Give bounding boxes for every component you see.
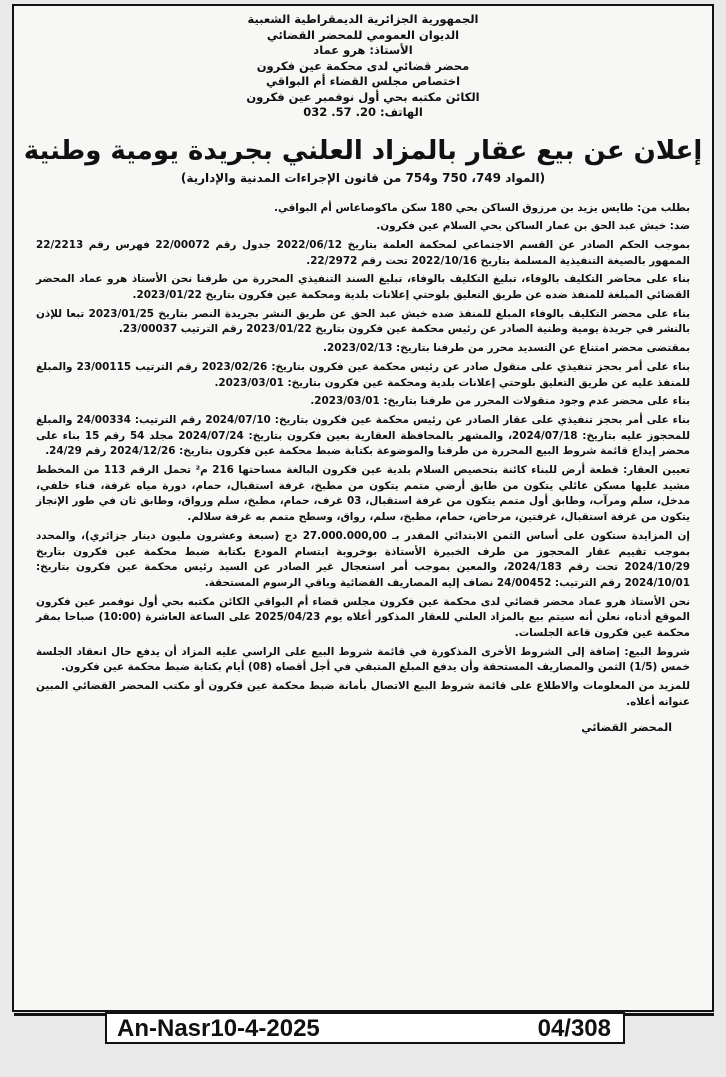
letterhead-line: اختصاص مجلس القضاء أم البواقي (265, 74, 461, 88)
auction-date-paragraph: نحن الأستاذ هرو عماد محضر قضائي لدى محكمة عين فكرون مجلس قضاء أم البواقي الكائن مكتبه بحي أول نوفمبر عين فكرون الموقع أدناه، نعلن أنه سيتم بيع بالمزاد العلني للعقار المذكور أعلاه يوم 2025/04/23 على الساعة العاشرة (10:00) صباحا بمقر محكمة عين فكرون قاعة الجلسات. (36, 595, 690, 640)
property-description: تعيين العقار: قطعة أرض للبناء كائنة بتحصيص السلام بلدية عين فكرون البالغة مساحتها 216 م² تحمل الرقم 113 من المخطط مشيد عليها مسكن عائلي يتكون من طابق أرضي متمم يتكون من مطبخ، غرفة استقبال، حمام، دورة مياه غرفة، فناء خلفي، مدخل، سلم ومرآب، وطابق أول متمم يتكون من غرفة استقبال، 03 غرف، حمام، مطبخ، سلم ورواق، وطابق ثان في طور الإنجاز يتكون من غرفة استقبال، غرفتين، مرحاض، حمام، مطبخ، سلم، رواق، وسطح متمم به غرفة سلالم. (36, 464, 690, 524)
body-paragraph: بطلب من: طايس يزيد بن مرزوق الساكن بحي 180 سكن ماكوصاعاس أم البواقي. (274, 201, 690, 214)
contact-paragraph: للمزيد من المعلومات والاطلاع على قائمة شروط البيع الاتصال بأمانة ضبط محكمة عين فكرون أو مكتب المحضر القضائي المبين عنوانه أعلاه. (36, 680, 690, 708)
letterhead-phone: الهاتف: 20. 57. 032 (303, 105, 423, 119)
letterhead-line: محضر قضائي لدى محكمة عين فكرون (256, 58, 470, 73)
starting-price-paragraph: إن المزايدة ستكون على أساس الثمن الابتدائي المقدر بـ 27.000.000,00 دج (سبعة وعشرون مليون دينار جزائري)، والمحدد بموجب تقييم عقار المحجوز من طرف الخبيرة الأستاذة بوخروبة ابتسام المودع بكتابة ضبط محكمة عين فكرون بتاريخ 2024/10/29 تحت رقم 2024/183، والمعين بموجب أمر استعجال غير الصادر عن السيد رئيس محكمة عين فكرون بتاريخ: 2024/10/01 رقم الترتيب: 24/00452 نضاف إليه المصاريف القضائية وباقي الرسوم المستحقة. (36, 529, 690, 589)
body-paragraph: بناء على محضر عدم وجود منقولات المحرر من طرفنا بتاريخ: 2023/03/01. (310, 395, 690, 408)
legal-reference: (المواد 749، 750 و754 من قانون الإجراءات المدنية والإدارية) (180, 170, 546, 185)
body-paragraph: بموجب الحكم الصادر عن القسم الاجتماعي لمحكمة العلمة بتاريخ 2022/06/12 جدول رقم 22/00072 فهرس رقم 22/2213 الممهور بالصيغة التنفيذية المسلمة بتاريخ 2022/10/16 تحت رقم 22/2972. (36, 238, 690, 267)
publication-number: 04/308 (537, 1015, 611, 1042)
publication-reference: An-Nasr10-4-2025 (117, 1015, 320, 1042)
letterhead-line: الجمهورية الجزائرية الديمقراطية الشعبية (247, 12, 479, 26)
letterhead (14, 12, 712, 121)
body-paragraph: بناء على أمر بحجز تنفيذي على عقار الصادر عن رئيس محكمة عين فكرون بتاريخ: 2024/07/10 رقم الترتيب: 24/00334 والمبلغ للمحجوز عليه بتاريخ: 2024/07/18، والمشهر بالمحافظة العقارية بعين فكرون بتاريخ: 2024/07/24 مجلد 54 رقم 15 بناء على محضر إيداع قائمة شروط البيع المحررة من طرفنا والموضوعة بكتابة ضبط محكمة عين فكرون بتاريخ: 2024/12/26 رقم 24/29. (36, 413, 690, 458)
publication-footer (105, 1012, 625, 1044)
body-paragraph: ضد: خيش عبد الحق بن عمار الساكن بحي السلام عين فكرون. (376, 220, 690, 233)
body-paragraph: بناء على أمر بحجز تنفيذي على منقول صادر عن رئيس محكمة عين فكرون بتاريخ: 2023/02/26 رقم الترتيب 23/00115 والمبلغ للمنفذ عليه عن طريق التعليق بلوحتي إعلانات بلدية ومحكمة عين فكرون بتاريخ: 2023/03/01. (36, 360, 690, 389)
body-paragraph: بناء على محضر التكليف بالوفاء المبلغ للمنفذ ضده خيش عبد الحق عن طريق النشر بجريدة النصر بتاريخ 2023/01/25 تبعا للإذن بالنشر في جريدة يومية وطنية الصادر عن رئيس محكمة عين فكرون بتاريخ 2023/01/22 رقم الترتيب 23/00037. (36, 307, 691, 336)
body-paragraph: بناء على محاضر التكليف بالوفاء، تبليغ التكليف بالوفاء، تبليغ السند التنفيذي المحررة من طرفنا نحن الأستاذ هرو عماد المحضر القضائي المبلغة للمنفذ ضده عن طريق التعليق بلوحتي إعلانات بلدية ومحكمة عين فكرون بتاريخ 2023/01/22. (36, 273, 690, 302)
letterhead-line: الكائن مكتبه بحي أول نوفمبر عين فكرون (246, 89, 480, 104)
announcement-frame (12, 4, 714, 1012)
sale-conditions-paragraph: شروط البيع: إضافة إلى الشروط الأخرى المذكورة في قائمة شروط البيع على الراسي عليه المزاد أن يدفع حال انعقاد الجلسة خمس (1/5) الثمن والمصاريف المستحقة وأن يدفع المبلغ المتبقي في أجل أقصاه (08) أيام بكتابة ضبط محكمة عين فكرون. (36, 645, 690, 674)
announcement-body (36, 201, 690, 711)
announcement-title: إعلان عن بيع عقار بالمزاد العلني بجريدة يومية وطنية (23, 135, 703, 166)
signature: المحضر القضائي (581, 720, 672, 734)
body-paragraph: بمقتضى محضر امتناع عن التسديد محرر من طرفنا بتاريخ: 2023/02/13. (323, 342, 690, 355)
letterhead-line: الديوان العمومي للمحضر القضائي (266, 27, 460, 42)
letterhead-line: الأستاذ: هرو عماد (313, 43, 413, 57)
